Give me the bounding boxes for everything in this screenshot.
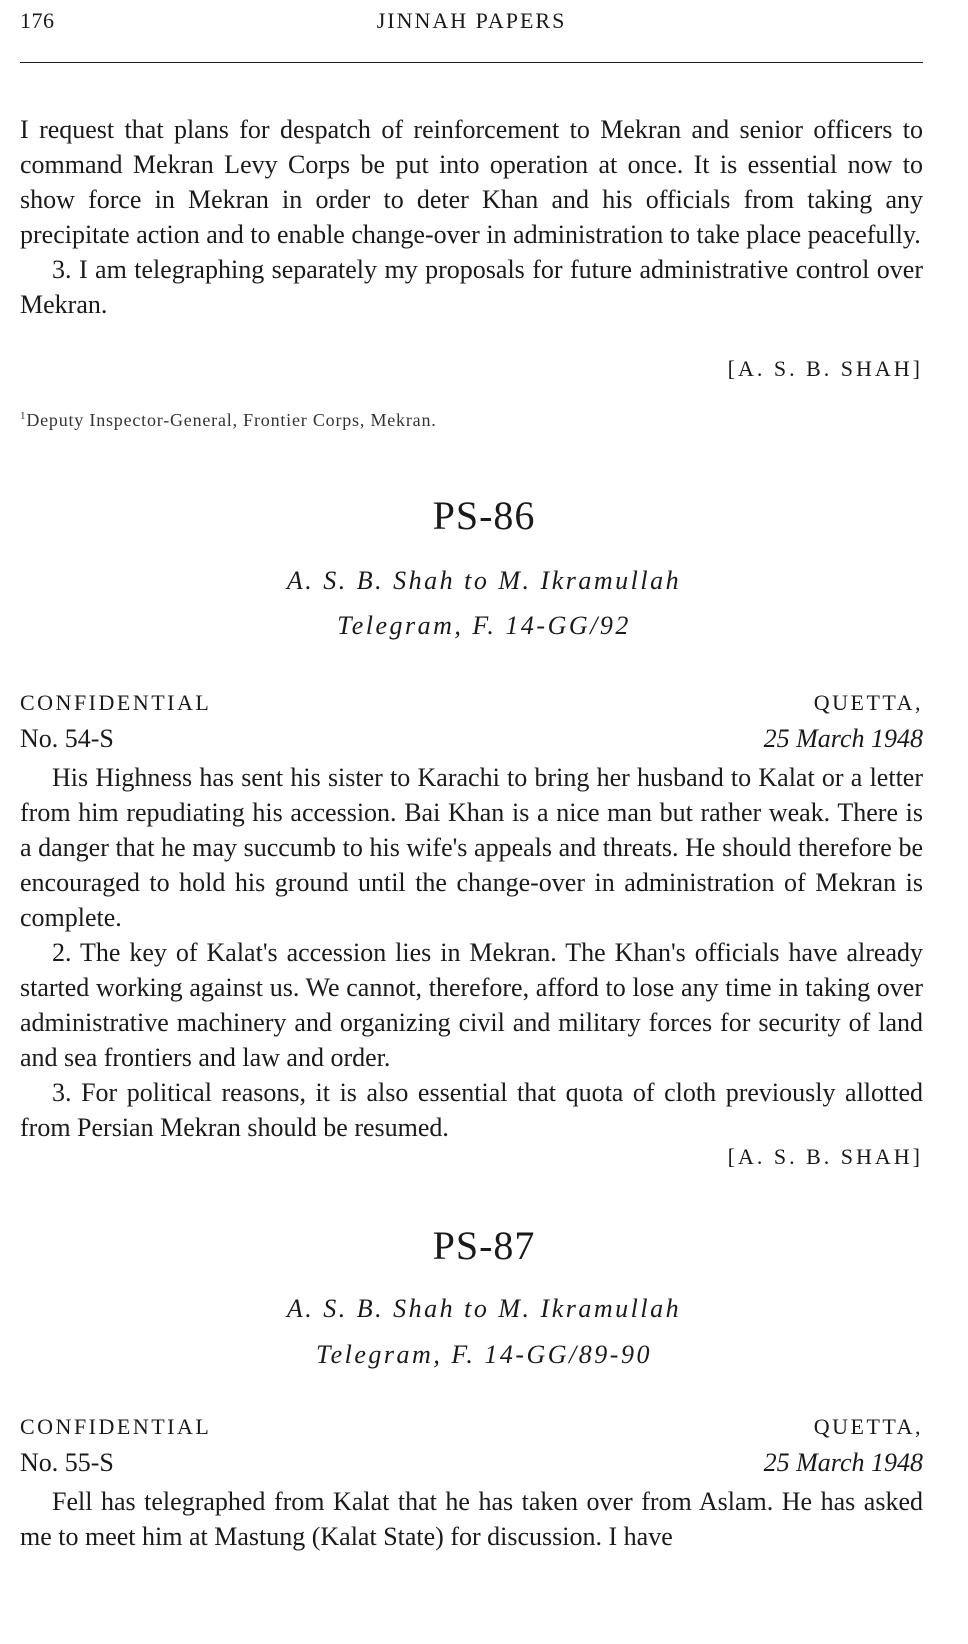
document-body — [20, 760, 923, 1145]
document-meta-row — [20, 690, 923, 724]
document-paragraph: Fell has telegraphed from Kalat that he has taken over from Aslam. He has asked me to meet him at Mastung (Kalat State) for discussion. I have — [20, 1487, 923, 1551]
document-serial-number: No. 55-S — [20, 1448, 114, 1477]
document-meta-row — [20, 1448, 923, 1482]
prev-doc-signature: [A. S. B. SHAH] — [727, 356, 923, 381]
document-from-to: A. S. B. Shah to M. Ikramullah — [286, 566, 682, 595]
footnote-text: Deputy Inspector-General, Frontier Corps, Mekran. — [26, 410, 437, 430]
prev-doc-paragraph: 3. I am telegraphing separately my proposals for future administrative control over Mekran. — [20, 255, 923, 319]
document-reference: Telegram, F. 14-GG/92 — [337, 611, 631, 640]
footnote-mark: 1 — [20, 410, 27, 422]
document-number: PS-86 — [432, 493, 536, 538]
document-date: 25 March 1948 — [763, 724, 923, 753]
document-paragraph: 3. For political reasons, it is also essential that quota of cloth previously allotted from Persian Mekran should be resumed. — [20, 1078, 923, 1142]
header-rule — [20, 62, 923, 63]
document-serial-number: No. 54-S — [20, 724, 114, 753]
document-paragraph: 2. The key of Kalat's accession lies in Mekran. The Khan's officials have already started working against us. We cannot, therefore, afford to lose any time in taking over administrative machinery and organizing civil and military forces for security of land and sea frontiers and law and order. — [20, 938, 923, 1072]
place: QUETTA, — [813, 1414, 923, 1439]
document-body — [20, 1484, 923, 1554]
document-paragraph: His Highness has sent his sister to Karachi to bring her husband to Kalat or a letter from him repudiating his accession. Bai Khan is a nice man but rather weak. There is a danger that he may succumb to his wife's appeals and threats. He should therefore be encouraged to hold his ground until the change-over in administration of Mekran is complete. — [20, 763, 923, 932]
classification: CONFIDENTIAL — [20, 1414, 212, 1439]
document-reference: Telegram, F. 14-GG/89-90 — [316, 1340, 652, 1369]
footnote — [20, 410, 437, 431]
document-meta-row — [20, 1414, 923, 1448]
document-meta-row — [20, 724, 923, 758]
page-number: 176 — [20, 8, 55, 33]
document-signature: [A. S. B. SHAH] — [727, 1144, 923, 1169]
prev-doc-paragraph: I request that plans for despatch of reinforcement to Mekran and senior officers to command Mekran Levy Corps be put into operation at once. It is essential now to show force in Mekran in order to deter Khan and his officials from taking any precipitate action and to enable change-over in administration to take place peacefully. — [20, 115, 923, 249]
prev-doc-body — [20, 112, 923, 322]
classification: CONFIDENTIAL — [20, 690, 212, 715]
document-from-to: A. S. B. Shah to M. Ikramullah — [286, 1294, 682, 1323]
document-date: 25 March 1948 — [763, 1448, 923, 1477]
place: QUETTA, — [813, 690, 923, 715]
running-head — [20, 8, 923, 48]
running-title: JINNAH PAPERS — [376, 8, 567, 33]
document-number: PS-87 — [432, 1223, 536, 1268]
